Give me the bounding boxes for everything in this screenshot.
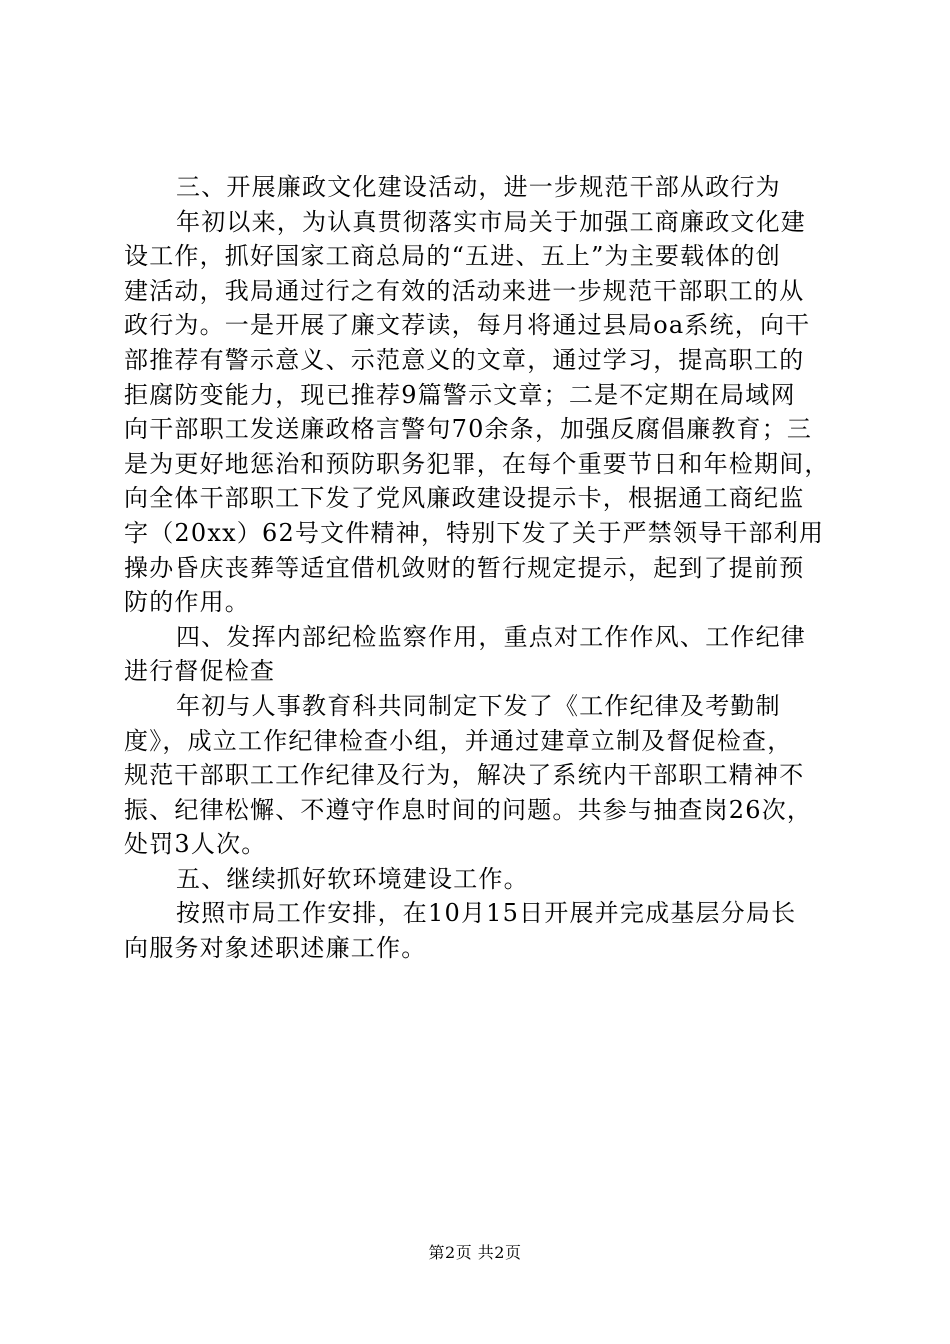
section-heading-5: 五、继续抓好软环境建设工作。 — [176, 864, 529, 893]
paragraph-line: 建活动，我局通过行之有效的活动来进一步规范干部职工的从 — [124, 276, 805, 305]
paragraph-line: 处罚3人次。 — [124, 830, 267, 859]
paragraph-line: 规范干部职工工作纪律及行为，解决了系统内干部职工精神不 — [124, 761, 805, 790]
paragraph-line: 年初以来，为认真贯彻落实市局关于加强工商廉政文化建 — [176, 207, 806, 236]
section-heading-3: 三、开展廉政文化建设活动，进一步规范干部从政行为 — [176, 173, 781, 201]
paragraph-line: 向全体干部职工下发了党风廉政建设提示卡，根据通工商纪监 — [124, 484, 805, 513]
paragraph-line: 振、纪律松懈、不遵守作息时间的问题。共参与抽查岗26次， — [124, 795, 813, 824]
document-body — [124, 170, 844, 966]
paragraph-line: 操办昏庆丧葬等适宜借机敛财的暂行规定提示，起到了提前预 — [124, 553, 805, 582]
page-number-footer: 第2页 共2页 — [428, 1243, 522, 1262]
paragraph-line: 政行为。一是开展了廉文荐读，每月将通过县局oa系统，向干 — [124, 311, 811, 340]
paragraph-line: 是为更好地惩治和预防职务犯罪，在每个重要节日和年检期间， — [124, 449, 830, 478]
paragraph-line: 度》，成立工作纪律检查小组，并通过建章立制及督促检查， — [124, 726, 793, 755]
paragraph-line: 年初与人事教育科共同制定下发了《工作纪律及考勤制 — [176, 691, 781, 720]
paragraph-line: 设工作，抓好国家工商总局的“五进、五上”为主要载体的创 — [124, 242, 781, 271]
section-heading-4-cont: 进行督促检查 — [124, 657, 276, 686]
section-heading-4: 四、发挥内部纪检监察作用，重点对工作作风、工作纪律 — [176, 622, 806, 651]
paragraph-line: 防的作用。 — [124, 588, 250, 617]
paragraph-line: 按照市局工作安排，在10月15日开展并完成基层分局长 — [176, 899, 797, 928]
paragraph-line: 向服务对象述职述廉工作。 — [124, 934, 427, 963]
paragraph-line: 向干部职工发送廉政格言警句70余条，加强反腐倡廉教育；三 — [124, 415, 813, 444]
paragraph-line: 拒腐防变能力，现已推荐9篇警示文章；二是不定期在局域网 — [124, 380, 796, 409]
paragraph-line: 字（20xx）62号文件精神，特别下发了关于严禁领导干部利用 — [124, 518, 825, 547]
paragraph-line: 部推荐有警示意义、示范意义的文章，通过学习，提高职工的 — [124, 345, 805, 374]
